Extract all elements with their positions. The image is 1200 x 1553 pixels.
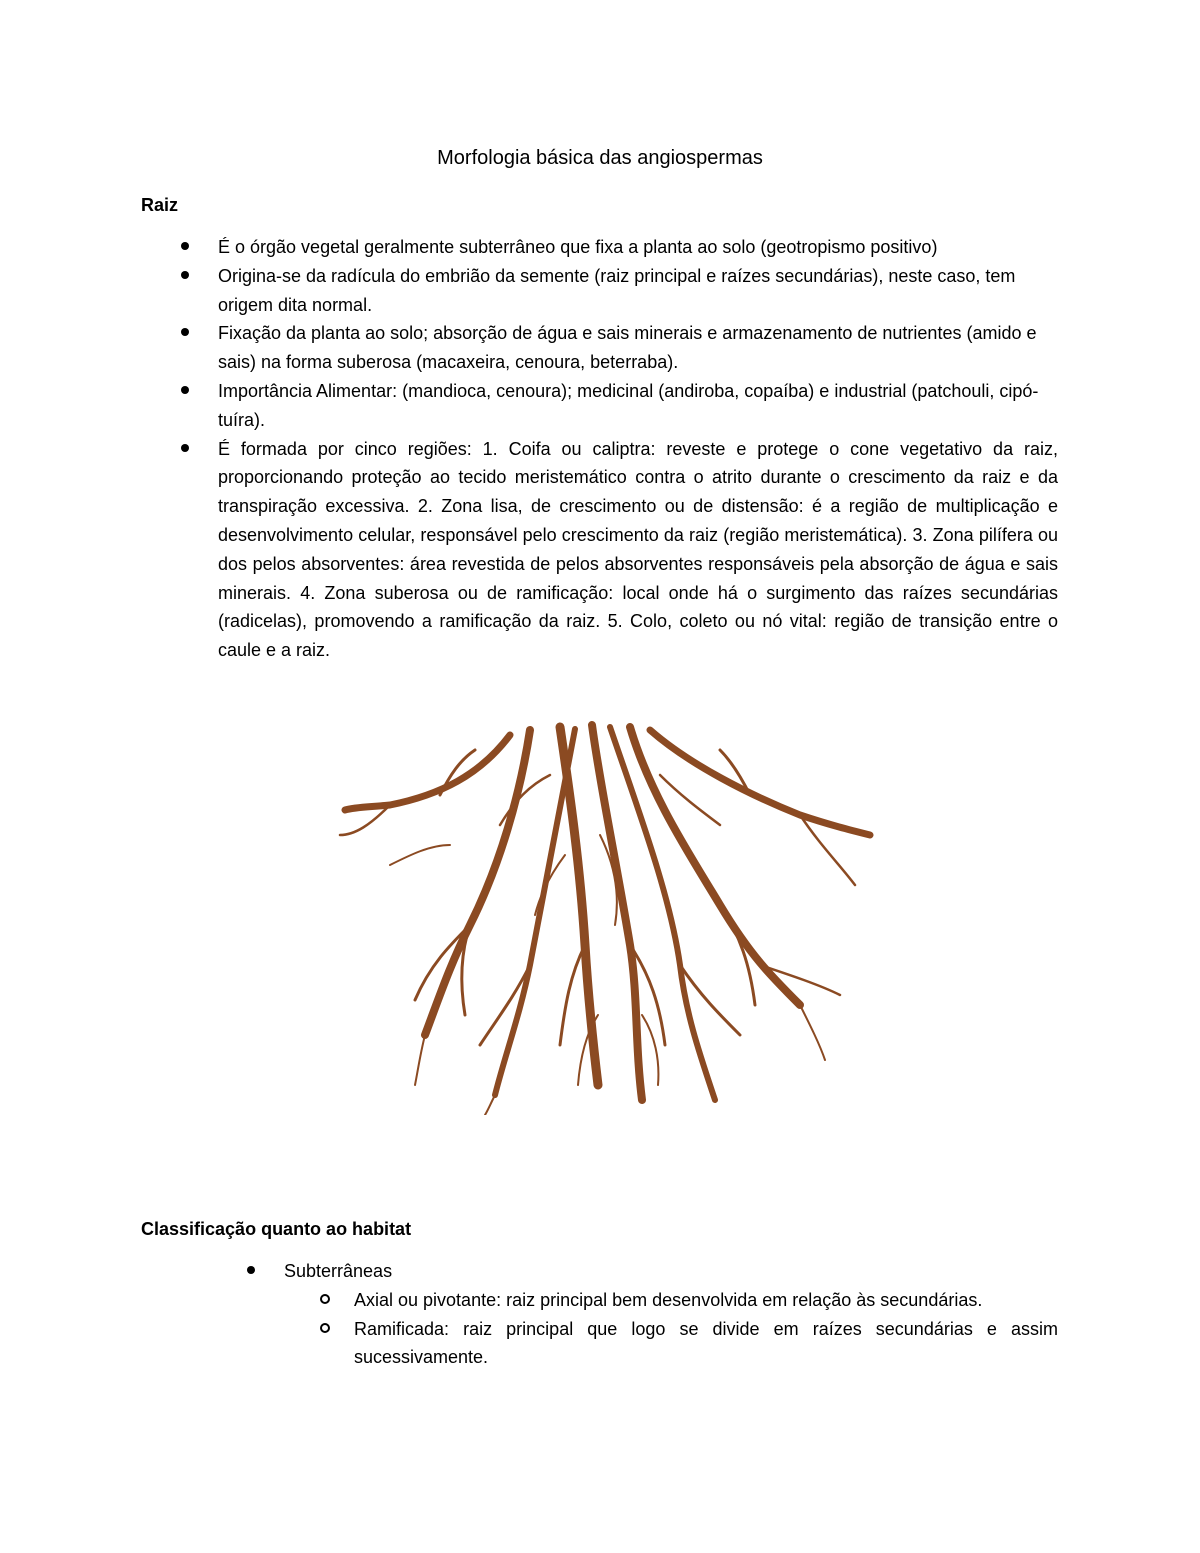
- bullet-icon: [181, 271, 189, 279]
- list-item-text: Subterrâneas: [284, 1261, 393, 1281]
- list-item-text: Axial ou pivotante: raiz principal bem desenvolvida em relação às secundárias.: [354, 1289, 983, 1310]
- section-heading-raiz: Raiz: [141, 195, 179, 215]
- list-item-text: Fixação da planta ao solo; absorção de água e sais minerais e armazenamento de nutrientes (amido e sais) na forma suberosa (macaxeira, cenoura, beterraba).: [218, 323, 1037, 373]
- list-item-text: Origina-se da radícula do embrião da semente (raiz principal e raízes secundárias), neste caso, tem origem dita normal.: [218, 265, 1016, 315]
- hollow-bullet-icon: [320, 1323, 330, 1333]
- bullet-icon: [181, 328, 189, 336]
- list-item: [0, 1257, 1058, 1286]
- list-item: [0, 319, 1058, 377]
- list-item: [0, 435, 1058, 665]
- bullet-icon: [181, 386, 189, 394]
- root-branch: [345, 735, 510, 810]
- list-item: [0, 233, 1058, 262]
- habitat-sub-list: [0, 1286, 1058, 1372]
- bullet-icon: [181, 444, 189, 452]
- list-item: [0, 262, 1058, 320]
- list-item: [284, 1315, 1058, 1373]
- bullet-icon: [247, 1266, 255, 1274]
- sub-list-container: [0, 1286, 1058, 1372]
- bullet-icon: [181, 242, 189, 250]
- list-item-text: É o órgão vegetal geralmente subterrâneo que fixa a planta ao solo (geotropismo positivo): [218, 237, 938, 257]
- root-branch: [650, 730, 870, 835]
- root-branch: [485, 1095, 495, 1115]
- hollow-bullet-icon: [320, 1294, 330, 1304]
- root-branch: [642, 1015, 658, 1085]
- document-title: Morfologia básica das angiospermas: [437, 147, 763, 169]
- root-branch: [800, 1005, 825, 1060]
- list-item: [284, 1286, 1058, 1315]
- root-branch: [425, 730, 530, 1035]
- roots-illustration: [330, 715, 890, 1115]
- root-branch: [560, 945, 585, 1045]
- raiz-bullet-list: [0, 233, 1200, 665]
- list-item-text: Importância Alimentar: (mandioca, cenoura); medicinal (andiroba, copaíba) e industrial (patchouli, cipó-tuíra).: [218, 380, 1039, 430]
- section-heading-habitat: Classificação quanto ao habitat: [141, 1219, 412, 1239]
- root-branch: [415, 1035, 425, 1085]
- list-item-text: É formada por cinco regiões: 1. Coifa ou caliptra: reveste e protege o cone vegetativo da raiz, proporcionando proteção ao tecido meristemático contra o atrito durante o crescimento da raiz e da transpiração excessiva. 2. Zona lisa, de crescimento ou de distensão: é a região de multiplicação e desenvolvimento celular, responsável pelo crescimento da raiz (região meristemática). 3. Zona pilífera ou dos pelos absorventes: área revestida de pelos absorventes responsáveis pela absorção de água e sais minerais. 4. Zona suberosa ou de ramificação: local onde há o surgimento das raízes secundárias (radicelas), promovendo a ramificação da raiz. 5. Colo, coleto ou nó vital: região de transição entre o caule e a raiz.: [218, 438, 1058, 661]
- list-item-text: Ramificada: raiz principal que logo se divide em raízes secundárias e assim sucessivamente.: [354, 1318, 1058, 1368]
- root-branch: [390, 845, 450, 865]
- list-item: [0, 377, 1058, 435]
- habitat-bullet-list: [0, 1257, 1200, 1372]
